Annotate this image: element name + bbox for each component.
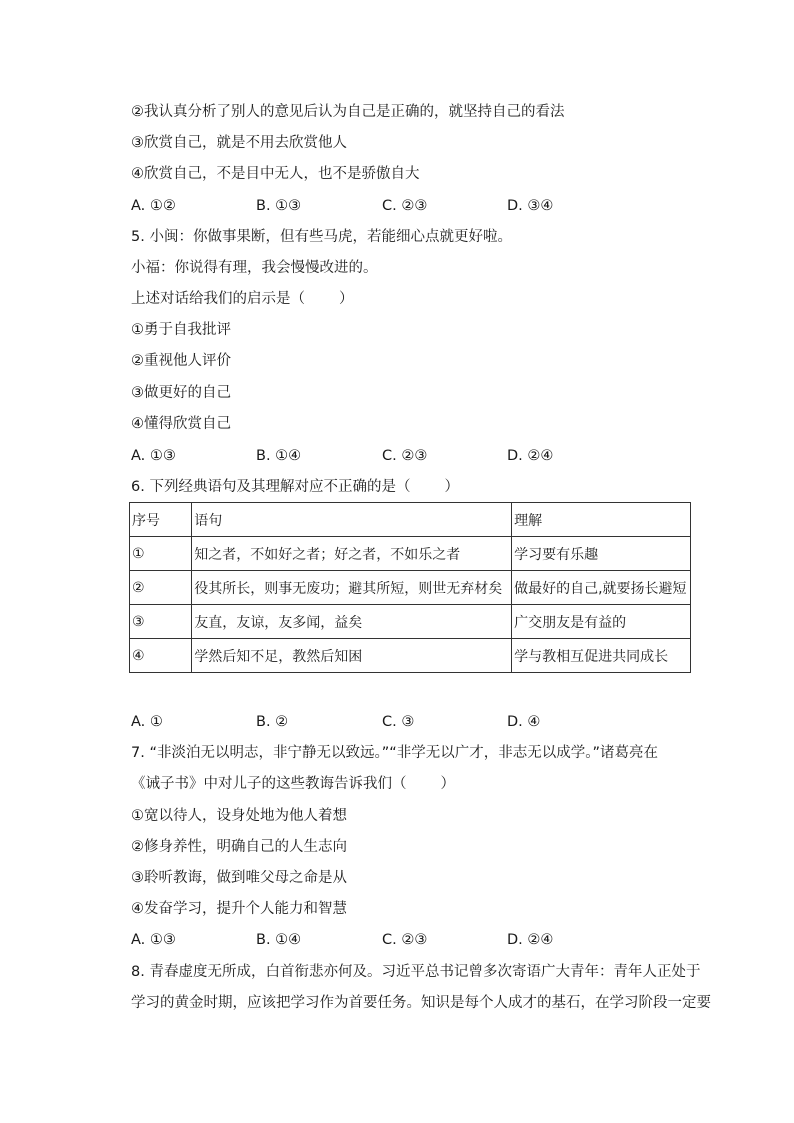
- q4-item-2: ②我认真分析了别人的意见后认为自己是正确的，就坚持自己的看法: [131, 104, 565, 120]
- row-index: ③: [130, 605, 192, 639]
- row-index: ②: [130, 571, 192, 605]
- q6-stem: 6. 下列经典语句及其理解对应不正确的是（ ）: [131, 479, 459, 495]
- q7-option-d[interactable]: D. ②④: [507, 932, 554, 948]
- table-row: [130, 537, 691, 571]
- q7-item-3: ③聆听教诲，做到唯父母之命是从: [131, 870, 347, 886]
- q7-item-1: ①宽以待人，设身处地为他人着想: [131, 808, 347, 824]
- q5-stem: 5. 小闽：你做事果断，但有些马虎，若能细心点就更好啦。: [131, 229, 512, 245]
- table-row: [130, 571, 691, 605]
- row-meaning: 学习要有乐趣: [512, 537, 691, 571]
- q5-option-b[interactable]: B. ①④: [256, 448, 302, 464]
- row-meaning: 做最好的自己,就要扬长避短: [512, 571, 691, 605]
- q8-line-2: 学习的黄金时期，应该把学习作为首要任务。知识是每个人成才的基石，在学习阶段一定要: [131, 995, 711, 1011]
- q5-item-4: ④懂得欣赏自己: [131, 416, 231, 432]
- q8-line-1: 8. 青春虚度无所成，白首衔悲亦何及。习近平总书记曾多次寄语广大青年：青年人正处于: [131, 964, 701, 980]
- q7-option-a[interactable]: A. ①③: [131, 932, 176, 948]
- q6-option-b[interactable]: B. ②: [256, 714, 289, 730]
- q7-option-c[interactable]: C. ②③: [382, 932, 428, 948]
- q4-option-b[interactable]: B. ①③: [256, 198, 302, 214]
- q5-item-1: ①勇于自我批评: [131, 322, 231, 338]
- q4-option-d[interactable]: D. ③④: [507, 198, 554, 214]
- q4-item-4: ④欣赏自己，不是目中无人，也不是骄傲自大: [131, 166, 420, 182]
- q7-item-2: ②修身养性，明确自己的人生志向: [131, 839, 347, 855]
- q5-reply: 小福：你说得有理，我会慢慢改进的。: [131, 260, 378, 276]
- q6-option-d[interactable]: D. ④: [507, 714, 541, 730]
- q6-table: [129, 502, 691, 673]
- q7-item-4: ④发奋学习，提升个人能力和智慧: [131, 901, 347, 917]
- q4-item-3: ③欣赏自己，就是不用去欣赏他人: [131, 135, 347, 151]
- row-quote: 学然后知不足，教然后知困: [192, 639, 512, 673]
- row-meaning: 学与教相互促进共同成长: [512, 639, 691, 673]
- q7-option-b[interactable]: B. ①④: [256, 932, 302, 948]
- q5-option-d[interactable]: D. ②④: [507, 448, 554, 464]
- q7-stem-line-2: 《诫子书》中对儿子的这些教诲告诉我们（ ）: [131, 776, 455, 792]
- row-index: ①: [130, 537, 192, 571]
- q5-option-a[interactable]: A. ①③: [131, 448, 176, 464]
- q4-option-c[interactable]: C. ②③: [382, 198, 428, 214]
- q4-option-a[interactable]: A. ①②: [131, 198, 176, 214]
- q5-item-3: ③做更好的自己: [131, 385, 231, 401]
- header-quote: 语句: [192, 503, 512, 537]
- q6-option-a[interactable]: A. ①: [131, 714, 163, 730]
- header-meaning: 理解: [512, 503, 691, 537]
- q5-option-c[interactable]: C. ②③: [382, 448, 428, 464]
- row-quote: 知之者，不如好之者；好之者，不如乐之者: [192, 537, 512, 571]
- q5-item-2: ②重视他人评价: [131, 353, 231, 369]
- q5-question: 上述对话给我们的启示是（ ）: [131, 291, 354, 307]
- q7-stem-line-1: 7. “非淡泊无以明志，非宁静无以致远。”“非学无以广才，非志无以成学。”诸葛亮在: [131, 745, 658, 761]
- table-header-row: [130, 503, 691, 537]
- q6-option-c[interactable]: C. ③: [382, 714, 415, 730]
- row-quote: 友直，友谅，友多闻，益矣: [192, 605, 512, 639]
- row-quote: 役其所长，则事无废功；避其所短，则世无弃材矣: [192, 571, 512, 605]
- row-index: ④: [130, 639, 192, 673]
- table-row: [130, 605, 691, 639]
- table-row: [130, 639, 691, 673]
- header-index: 序号: [130, 503, 192, 537]
- row-meaning: 广交朋友是有益的: [512, 605, 691, 639]
